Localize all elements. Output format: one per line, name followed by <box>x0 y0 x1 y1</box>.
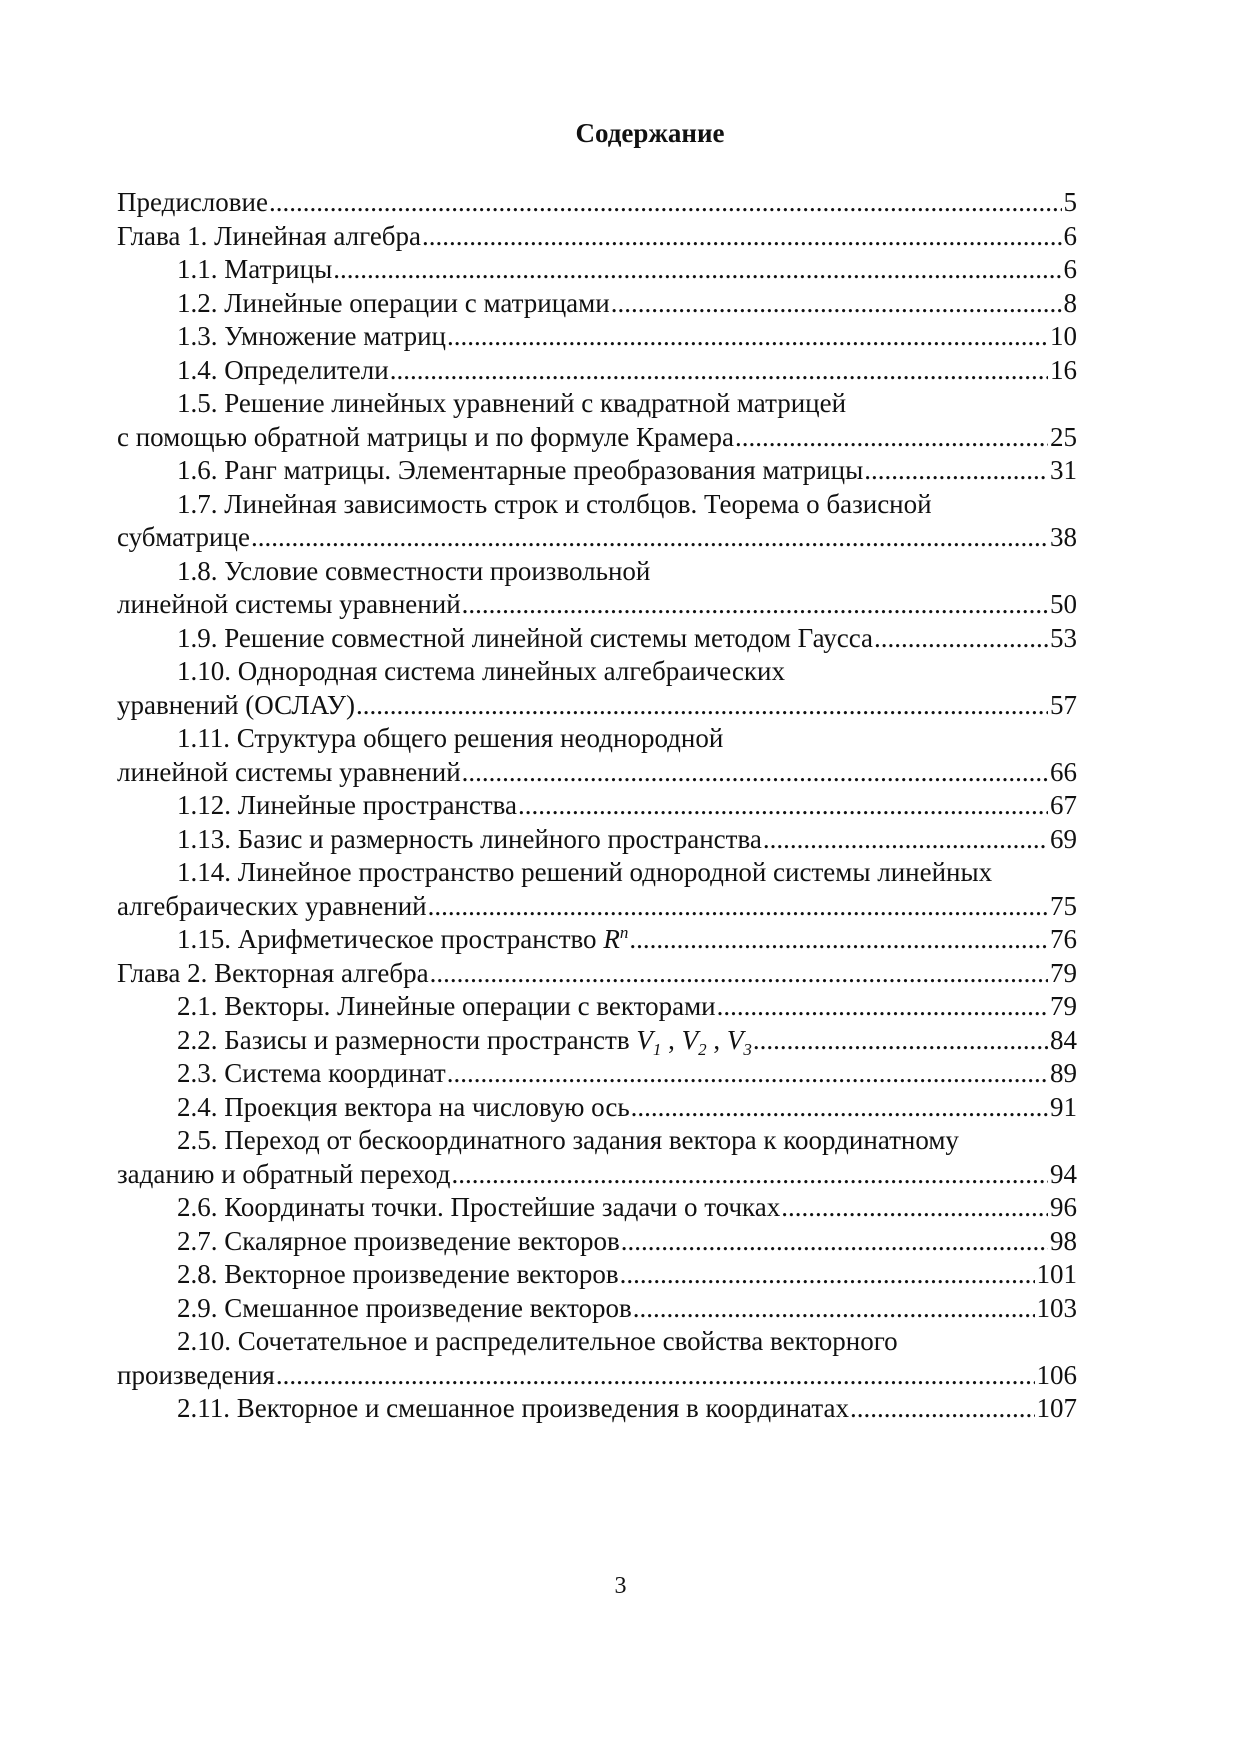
dot-leader <box>269 186 1062 220</box>
toc-page-number: 84 <box>1050 1024 1077 1055</box>
toc-entry-text: субматрице <box>117 522 250 552</box>
toc-entry-text: 2.1. Векторы. Линейные операции с векторами <box>177 991 716 1021</box>
toc-entry-text: Глава 1. Линейная алгебра <box>117 220 422 251</box>
toc-entry-1-8-first-line <box>117 555 1077 589</box>
toc-entry-text: 2.6. Координаты точки. Простейшие задачи о точках <box>177 1192 781 1222</box>
toc-entry-2-3 <box>117 1057 1077 1091</box>
page-title: Содержание <box>575 118 725 148</box>
dot-leader <box>452 1158 1049 1192</box>
toc-entry-text: 1.10. Однородная система линейных алгебраических <box>177 656 785 686</box>
toc-entry-1-5-second-line <box>117 421 1077 455</box>
toc-page-number: 25 <box>1050 421 1077 452</box>
toc-entry-1-5-first-line <box>117 387 1077 421</box>
toc-entry-text: 1.3. Умножение матриц <box>177 321 446 351</box>
toc-page-number: 10 <box>1050 321 1077 351</box>
toc-entry-text: 1.11. Структура общего решения неоднородной <box>177 723 724 753</box>
dot-leader <box>447 1057 1048 1091</box>
toc-entry-text: 1.2. Линейные операции с матрицами <box>177 287 610 318</box>
toc-page-number: 66 <box>1050 756 1077 787</box>
toc-entry-text: заданию и обратный переход <box>117 1158 451 1189</box>
toc-entry-1-3 <box>117 320 1077 354</box>
toc-page-number: 79 <box>1050 991 1077 1021</box>
toc-entry-1-14-second-line <box>117 890 1077 924</box>
dot-leader <box>629 923 1048 957</box>
toc-entry-text: 1.14. Линейное пространство решений однородной системы линейных <box>177 857 993 887</box>
toc-entry-text: 2.5. Переход от бескоординатного задания вектора к координатному <box>177 1125 959 1155</box>
toc-entry-2-8 <box>117 1258 1077 1292</box>
dot-leader <box>874 622 1048 656</box>
dot-leader <box>462 756 1048 790</box>
math-subscript-2: 2 <box>698 1039 707 1059</box>
toc-entry-text-plain: 1.15. Арифметическое пространство <box>177 924 604 954</box>
toc-entry-1-7-first-line <box>117 488 1077 522</box>
toc-entry-text: произведения <box>117 1359 275 1390</box>
math-separator: , <box>706 1024 727 1055</box>
toc-entry-2-5-first-line <box>117 1124 1077 1158</box>
toc-entry-1-15 <box>117 923 1077 957</box>
dot-leader <box>251 521 1048 555</box>
toc-entry-text: 1.5. Решение линейных уравнений с квадратной матрицей <box>177 388 847 418</box>
toc-page-number: 76 <box>1050 924 1077 954</box>
toc-entry-2-9 <box>117 1292 1077 1326</box>
toc-entry-1-7-second-line <box>117 521 1077 555</box>
toc-entry-text: алгебраических уравнений <box>117 890 427 921</box>
dot-leader <box>518 789 1048 823</box>
toc-entry-1-8-second-line <box>117 588 1077 622</box>
math-symbol-v3: V <box>726 1024 744 1055</box>
toc-entry-1-11-first-line <box>117 722 1077 756</box>
dot-leader <box>735 421 1048 455</box>
math-separator: , <box>661 1024 682 1055</box>
toc-entry-1-4 <box>117 354 1077 388</box>
toc-entry-2-5-second-line <box>117 1158 1077 1192</box>
dot-leader <box>356 689 1048 723</box>
toc-entry-text <box>177 1024 752 1058</box>
toc-entry-2-10-first-line <box>117 1325 1077 1359</box>
toc-page-number: 94 <box>1050 1158 1077 1189</box>
toc-page-number: 107 <box>1036 1393 1077 1423</box>
toc-entry-text: 1.7. Линейная зависимость строк и столбцов. Теорема о базисной <box>177 488 932 519</box>
toc-entry-text: 1.9. Решение совместной линейной системы методом Гаусса <box>177 622 874 653</box>
page-number-footer: 3 <box>614 1573 627 1599</box>
dot-leader <box>753 1024 1048 1058</box>
dot-leader <box>428 890 1048 924</box>
toc-entry-1-13 <box>117 823 1077 857</box>
toc-entry-text: 1.4. Определители <box>177 354 389 385</box>
toc-entry-text <box>177 923 628 957</box>
toc-entry-1-12 <box>117 789 1077 823</box>
toc-page-number: 106 <box>1036 1359 1077 1390</box>
toc-page-number: 8 <box>1063 287 1077 318</box>
dot-leader <box>276 1359 1035 1393</box>
toc-page-number: 67 <box>1050 790 1077 820</box>
dot-leader <box>422 220 1061 254</box>
toc-page-number: 75 <box>1050 890 1077 921</box>
toc-entry-text: 2.3. Система координат <box>177 1058 446 1088</box>
toc-entry-text: 1.13. Базис и размерность линейного пространства <box>177 823 762 854</box>
toc-entry-1-14-first-line <box>117 856 1077 890</box>
dot-leader <box>447 320 1048 354</box>
dot-leader <box>763 823 1048 857</box>
toc-entry-text: 1.8. Условие совместности произвольной <box>177 555 651 586</box>
math-symbol-v2: V <box>681 1024 699 1055</box>
toc-page-number: 57 <box>1050 689 1077 720</box>
dot-leader <box>620 1258 1035 1292</box>
math-subscript-3: 3 <box>743 1039 752 1059</box>
toc-entry-text: Глава 2. Векторная алгебра <box>117 957 429 988</box>
toc-entry-text: 1.6. Ранг матрицы. Элементарные преобразования матрицы <box>177 455 864 485</box>
toc-entry-chapter-2 <box>117 957 1077 991</box>
toc-page-number: 98 <box>1050 1225 1077 1256</box>
toc-page-number: 103 <box>1036 1292 1077 1323</box>
dot-leader <box>717 990 1048 1024</box>
toc-entry-2-11 <box>117 1392 1077 1426</box>
toc-entry-1-2 <box>117 287 1077 321</box>
dot-leader <box>611 287 1062 321</box>
toc-entry-text: линейной системы уравнений <box>117 756 461 787</box>
dot-leader <box>781 1191 1048 1225</box>
math-superscript-n: n <box>619 923 629 942</box>
toc-entry-text: линейной системы уравнений <box>117 589 461 619</box>
toc-page-number: 50 <box>1050 589 1077 619</box>
toc-entry-2-4 <box>117 1091 1077 1125</box>
math-symbol-v1: V <box>636 1024 653 1055</box>
dot-leader <box>430 957 1048 991</box>
toc-entry-text: 2.9. Смешанное произведение векторов <box>177 1292 632 1323</box>
toc-page-number: 53 <box>1050 622 1077 653</box>
toc-entry-text: 2.4. Проекция вектора на числовую ось <box>177 1091 630 1122</box>
toc-entry-1-9 <box>117 622 1077 656</box>
math-symbol-r: R <box>603 924 620 954</box>
toc-page-number: 31 <box>1050 455 1077 485</box>
toc-entry-text: 1.1. Матрицы <box>177 254 333 284</box>
toc-page-number: 6 <box>1063 254 1077 284</box>
toc-entry-1-6 <box>117 454 1077 488</box>
toc-entry-2-1 <box>117 990 1077 1024</box>
toc-page-number: 69 <box>1050 823 1077 854</box>
toc-page-number: 16 <box>1050 354 1077 385</box>
toc-entry-text: с помощью обратной матрицы и по формуле Крамера <box>117 421 734 452</box>
toc-entry-2-2 <box>117 1024 1077 1058</box>
toc-entry-1-10-second-line <box>117 689 1077 723</box>
math-subscript-1: 1 <box>652 1039 662 1059</box>
toc-page-number: 89 <box>1050 1058 1077 1088</box>
toc-page-number: 91 <box>1050 1091 1077 1122</box>
toc-entry-2-6 <box>117 1191 1077 1225</box>
toc-page-number: 5 <box>1063 187 1077 217</box>
toc-page-number: 101 <box>1036 1259 1077 1289</box>
toc-entry-text: 2.11. Векторное и смешанное произведения в координатах <box>177 1393 849 1423</box>
toc-entry-text: 2.7. Скалярное произведение векторов <box>177 1225 620 1256</box>
toc-entry-2-7 <box>117 1225 1077 1259</box>
toc-entry-text: 2.8. Векторное произведение векторов <box>177 1259 619 1289</box>
dot-leader <box>850 1392 1035 1426</box>
dot-leader <box>633 1292 1035 1326</box>
toc-entry-preface <box>117 186 1077 220</box>
toc-entry-1-11-second-line <box>117 756 1077 790</box>
dot-leader <box>631 1091 1048 1125</box>
toc-entry-text: 2.10. Сочетательное и распределительное свойства векторного <box>177 1326 898 1356</box>
dot-leader <box>864 454 1048 488</box>
toc-entry-chapter-1 <box>117 220 1077 254</box>
toc-page-number: 96 <box>1050 1192 1077 1222</box>
dot-leader <box>333 253 1061 287</box>
toc-entry-1-10-first-line <box>117 655 1077 689</box>
toc-entry-text-plain: 2.2. Базисы и размерности пространств <box>177 1024 637 1055</box>
toc-entry-text: Предисловие <box>117 187 268 217</box>
toc-page-number: 38 <box>1050 522 1077 552</box>
dot-leader <box>621 1225 1048 1259</box>
toc-entry-text: уравнений (ОСЛАУ) <box>117 689 355 720</box>
dot-leader <box>390 354 1048 388</box>
toc-page-number: 79 <box>1050 957 1077 988</box>
toc-entry-1-1 <box>117 253 1077 287</box>
toc-page-number: 6 <box>1063 220 1077 251</box>
dot-leader <box>462 588 1048 622</box>
toc-entry-text: 1.12. Линейные пространства <box>177 790 518 820</box>
toc-entry-2-10-second-line <box>117 1359 1077 1393</box>
table-of-contents <box>117 186 1077 1426</box>
